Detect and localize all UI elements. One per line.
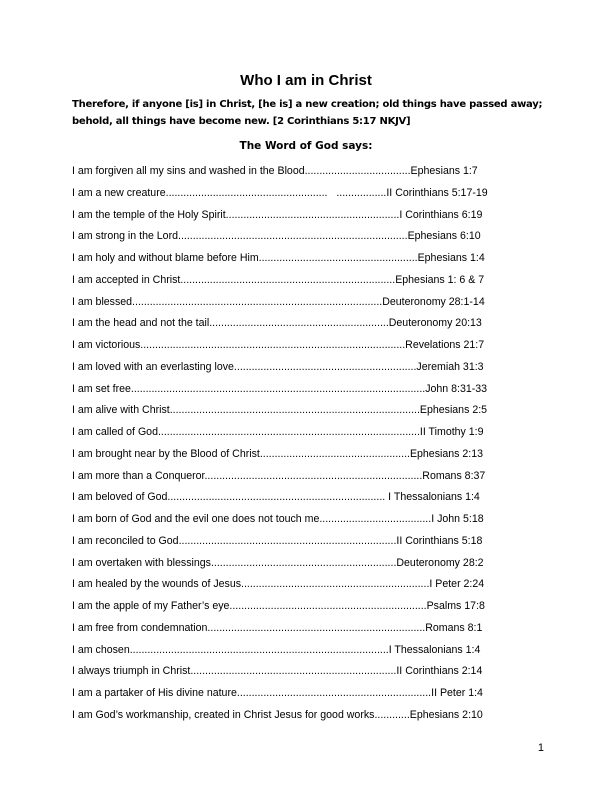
list-item: I am reconciled to God..........................................................................II Corinthians 5:18	[72, 534, 483, 547]
list-item: I am beloved of God.......................................................................... I Thessalonians 1:4	[72, 491, 480, 504]
list-item: I am victorious..........................................................................................Revelations 21:7	[72, 339, 485, 351]
list-item: I am chosen........................................................................................I Thessalonians 1:4	[72, 643, 481, 656]
list-item: I am strong in the Lord..............................................................................Ephesians 6:10	[72, 230, 481, 243]
list-item: I am forgiven all my sins and washed in the Blood....................................Ephesians 1:7	[72, 165, 478, 177]
list-item: I am overtaken with blessings...............................................................Deuteronomy 28:2	[72, 556, 484, 569]
list-item: I am more than a Conqueror..........................................................................Romans 8:37	[72, 469, 486, 482]
list-item: I am a partaker of His divine nature..................................................................II Peter 1:4	[72, 687, 483, 699]
section-subheading: The Word of God says:	[239, 140, 373, 152]
list-item: I am born of God and the evil one does not touch me......................................I John 5:18	[72, 513, 484, 525]
list-item: I am brought near by the Blood of Christ...................................................Ephesians 2:13	[72, 447, 483, 460]
page-number: 1	[537, 742, 544, 754]
list-item: I am God’s workmanship, created in Christ Jesus for good works............Ephesians 2:10	[72, 708, 483, 721]
list-item: I am set free....................................................................................................John 8:31-33	[72, 382, 488, 395]
list-item: I always triumph in Christ......................................................................II Corinthians 2:14	[72, 665, 483, 678]
list-item: I am accepted in Christ.........................................................................Ephesians 1: 6 & 7	[72, 273, 485, 286]
list-item: I am free from condemnation..........................................................................Romans 8:1	[72, 621, 483, 634]
page-title: Who I am in Christ	[240, 72, 372, 89]
statement-list	[72, 163, 532, 729]
list-item: I am the temple of the Holy Spirit...........................................................I Corinthians 6:19	[72, 208, 483, 221]
scripture-verse: Therefore, if anyone [is] in Christ, [he is] a new creation; old things have passed away; behold, all things have become new. [2 Corinthians 5:17 NKJV]	[72, 99, 543, 127]
list-item: I am alive with Christ.....................................................................................Ephesians 2:5	[72, 404, 488, 417]
list-item: I am holy and without blame before Him......................................................Ephesians 1:4	[72, 252, 485, 264]
list-item: I am blessed.....................................................................................Deuteronomy 28:1-14	[72, 295, 485, 308]
list-item: I am the head and not the tail.............................................................Deuteronomy 20:13	[72, 317, 482, 330]
list-item: I am the apple of my Father’s eye...................................................................Psalms 17:8	[72, 600, 485, 612]
list-item: I am healed by the wounds of Jesus................................................................I Peter 2:24	[72, 578, 485, 591]
list-item: I am called of God.........................................................................................II Timothy 1:9	[72, 426, 484, 438]
list-item: I am a new creature....................................................... .................II Corinthians 5:17-19	[72, 186, 488, 199]
list-item: I am loved with an everlasting love..............................................................Jeremiah 31:3	[72, 360, 484, 373]
